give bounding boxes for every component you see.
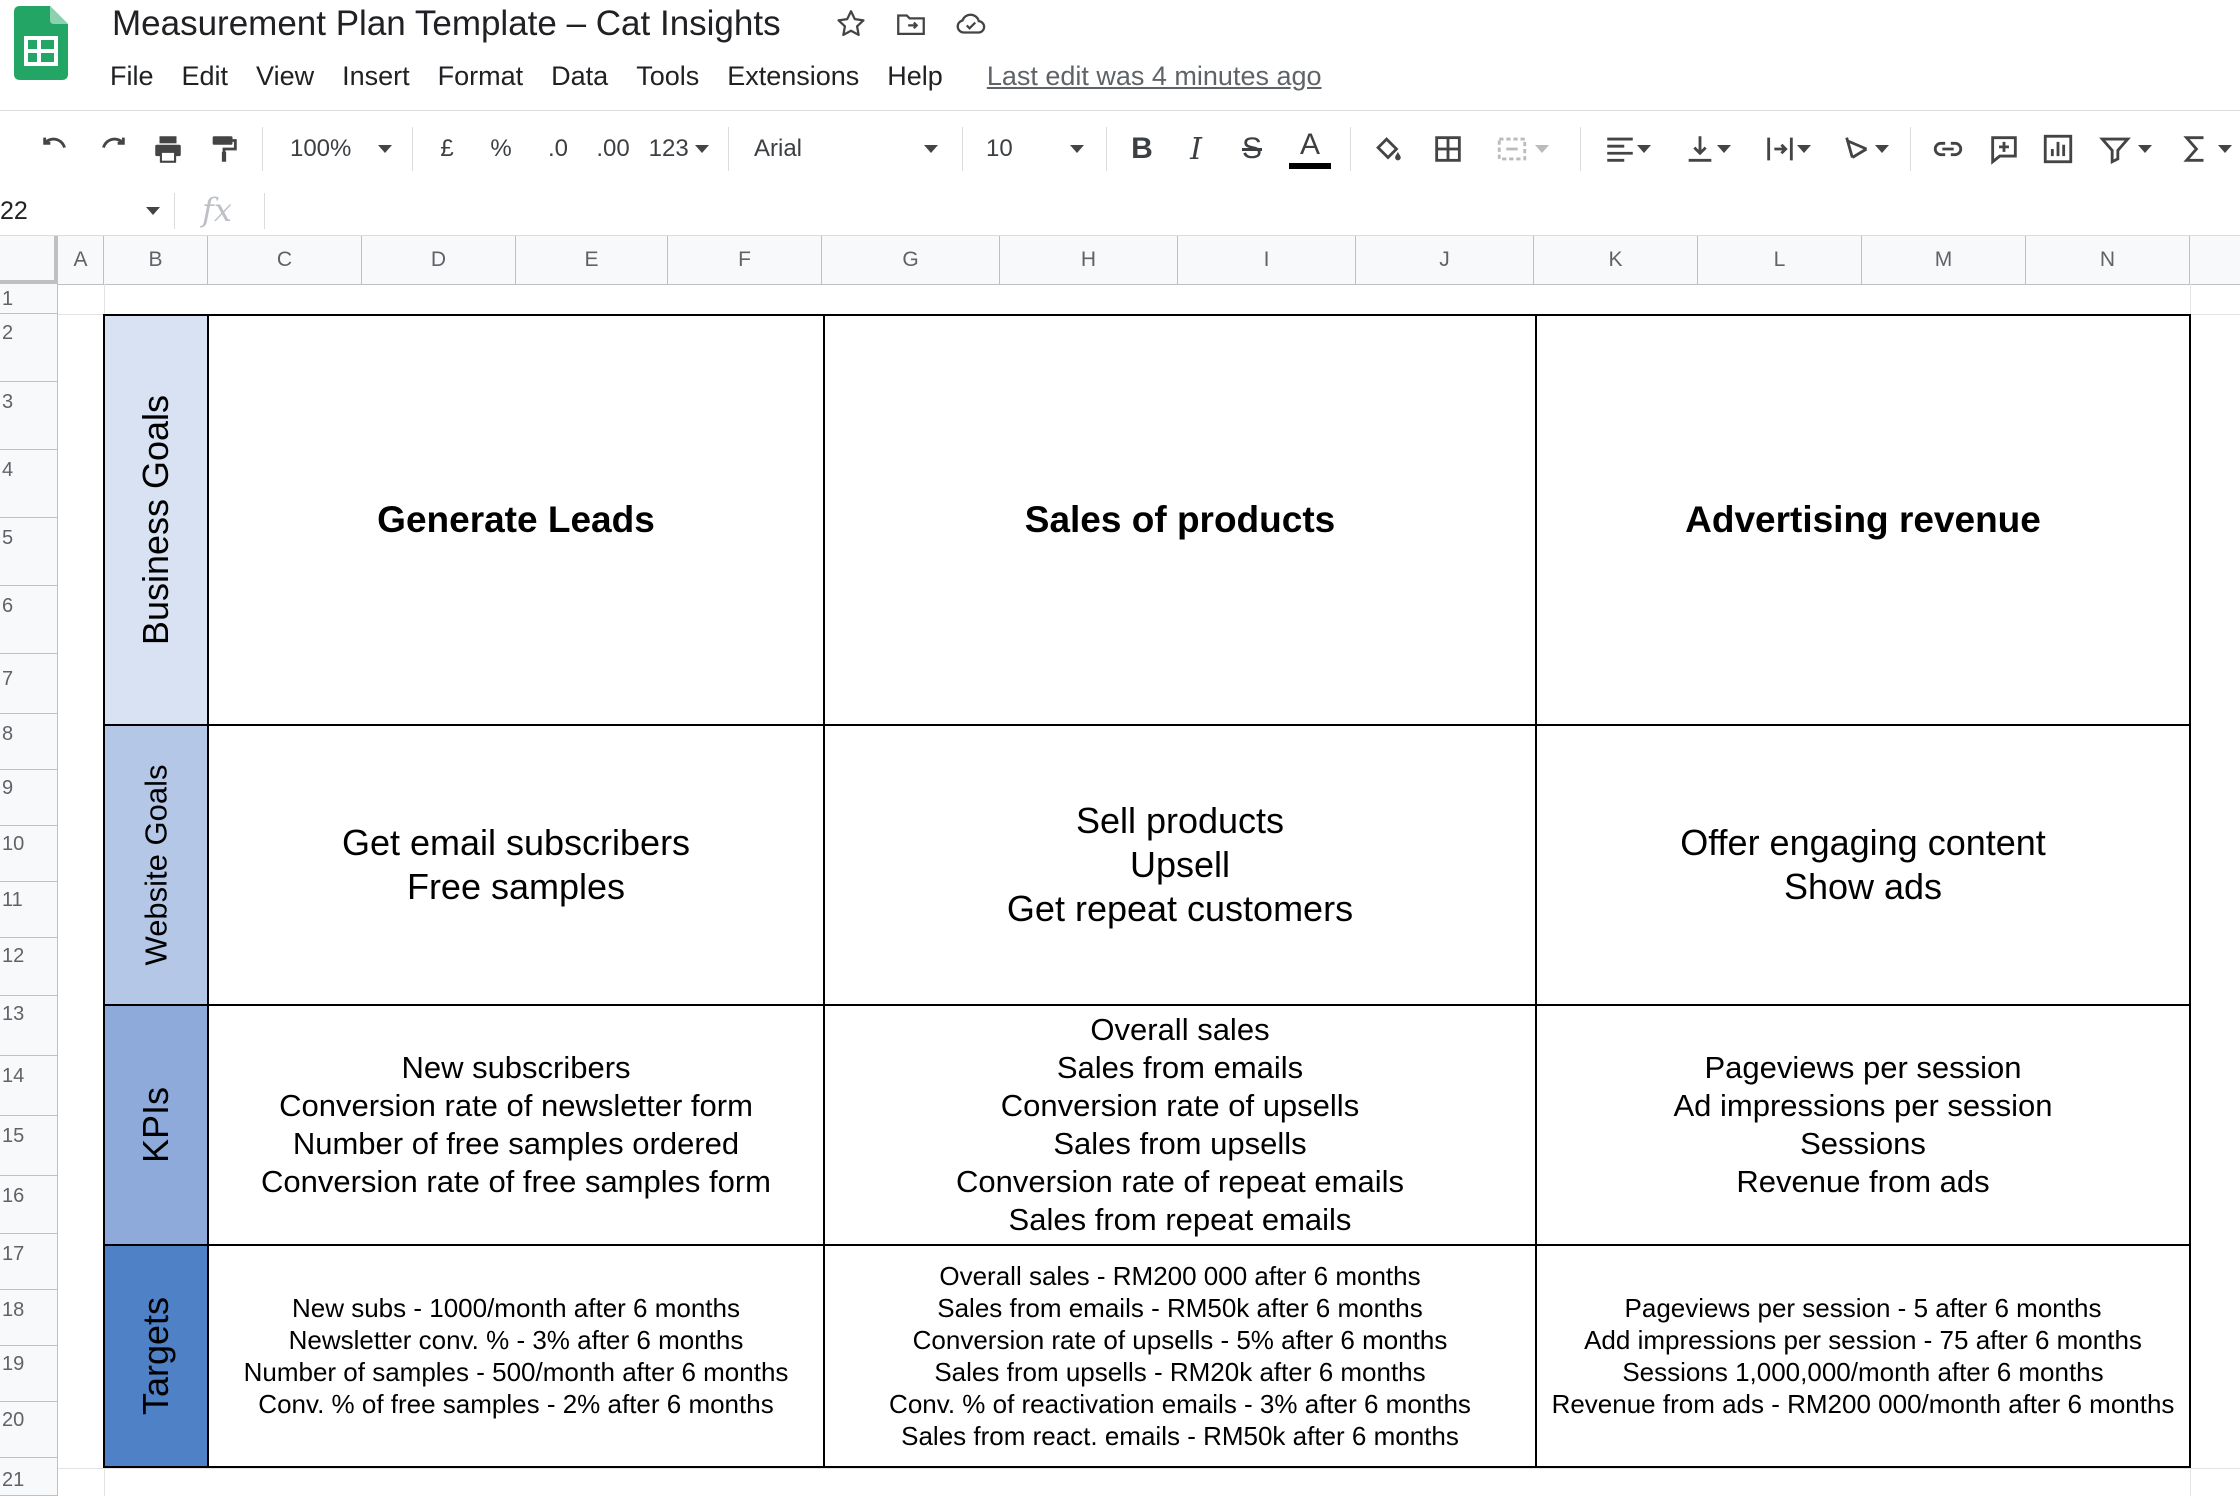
redo-button[interactable] xyxy=(90,111,134,187)
text-rotation-button[interactable] xyxy=(1832,111,1898,187)
increase-decimal-label: .00 xyxy=(596,135,630,162)
website-goal-text: Sell products Upsell Get repeat customers xyxy=(1006,800,1354,929)
chevron-down-icon xyxy=(2218,145,2232,153)
menu-bar xyxy=(110,54,1322,98)
bold-label: B xyxy=(1131,132,1153,165)
column-header[interactable]: F xyxy=(668,236,822,284)
column-header[interactable]: B xyxy=(104,236,208,284)
row-header[interactable]: 6 xyxy=(0,586,57,654)
text-rotation-icon xyxy=(1841,132,1875,166)
row-header[interactable]: 13 xyxy=(0,996,57,1056)
kpi-cell[interactable] xyxy=(825,1006,1535,1244)
paint-format-icon xyxy=(207,132,241,166)
align-left-icon xyxy=(1603,132,1637,166)
link-icon xyxy=(1931,132,1965,166)
borders-button[interactable] xyxy=(1426,111,1470,187)
toolbar xyxy=(0,110,2240,188)
currency-label: £ xyxy=(440,135,454,162)
menu-format[interactable]: Format xyxy=(437,61,524,91)
column-header[interactable]: N xyxy=(2026,236,2190,284)
chart-icon xyxy=(2041,132,2075,166)
fx-icon: fx xyxy=(202,191,232,229)
chevron-down-icon xyxy=(695,145,709,153)
redo-icon xyxy=(95,132,129,166)
chevron-down-icon xyxy=(1797,145,1811,153)
menu-insert[interactable]: Insert xyxy=(342,61,410,91)
insert-comment-button[interactable] xyxy=(1982,111,2026,187)
website-goal-cell[interactable] xyxy=(209,726,823,1004)
chevron-down-icon xyxy=(1070,145,1084,153)
measurement-plan-table xyxy=(103,314,2191,1468)
section-label-kpis[interactable] xyxy=(105,1006,207,1244)
paint-format-button[interactable] xyxy=(202,111,246,187)
print-icon xyxy=(151,132,185,166)
google-sheets-logo-icon[interactable] xyxy=(14,6,68,80)
zoom-select[interactable] xyxy=(286,111,396,187)
table-divider xyxy=(105,1244,2189,1246)
star-icon[interactable] xyxy=(834,7,868,41)
chevron-down-icon xyxy=(1637,145,1651,153)
text-wrap-icon xyxy=(1763,132,1797,166)
row-header[interactable]: 2 xyxy=(0,314,57,382)
row-header[interactable]: 19 xyxy=(0,1346,57,1402)
chevron-down-icon xyxy=(1717,145,1731,153)
chevron-down-icon xyxy=(1535,145,1549,153)
table-divider xyxy=(105,724,2189,726)
table-divider xyxy=(823,316,825,1466)
title-bar xyxy=(0,0,2240,110)
menu-help[interactable]: Help xyxy=(887,61,943,91)
table-divider xyxy=(207,316,209,1466)
website-goal-text: Offer engaging content Show ads xyxy=(1680,822,2046,907)
row-header[interactable]: 10 xyxy=(0,826,57,882)
text-color-swatch xyxy=(1289,163,1331,169)
table-divider xyxy=(1535,316,1537,1466)
sigma-icon xyxy=(2178,132,2212,166)
insert-link-button[interactable] xyxy=(1926,111,1970,187)
row-header[interactable]: 1 xyxy=(0,284,57,314)
row-header[interactable]: 14 xyxy=(0,1056,57,1116)
target-cell[interactable] xyxy=(209,1246,823,1466)
row-header[interactable]: 11 xyxy=(0,882,57,938)
italic-label: I xyxy=(1190,131,1202,167)
formula-bar xyxy=(0,187,2240,236)
row-header[interactable]: 9 xyxy=(0,770,57,826)
chevron-down-icon xyxy=(924,145,938,153)
row-header[interactable]: 4 xyxy=(0,450,57,518)
chevron-down-icon xyxy=(1875,145,1889,153)
document-title[interactable]: Measurement Plan Template – Cat Insights xyxy=(112,4,781,43)
business-goal-cell[interactable] xyxy=(209,316,823,724)
target-text: New subs - 1000/month after 6 months Newsletter conv. % - 3% after 6 months Number of samples - 500/month after 6 months Conv. % of free samples - 2% after 6 months xyxy=(243,1293,789,1419)
strikethrough-button[interactable] xyxy=(1232,111,1272,187)
row-header[interactable]: 5 xyxy=(0,518,57,586)
undo-button[interactable] xyxy=(34,111,78,187)
column-header[interactable]: A xyxy=(58,236,104,284)
decrease-decimal-label: .0 xyxy=(547,135,568,162)
row-headers xyxy=(0,284,58,1496)
chevron-down-icon xyxy=(378,145,392,153)
target-cell[interactable] xyxy=(825,1246,1535,1466)
section-label-text: Targets xyxy=(135,1296,176,1416)
section-label-website-goals[interactable] xyxy=(105,726,207,1004)
functions-button[interactable] xyxy=(2172,111,2238,187)
section-label-text: KPIs xyxy=(135,1086,176,1164)
vertical-align-button[interactable] xyxy=(1674,111,1740,187)
row-header[interactable]: 17 xyxy=(0,1234,57,1290)
row-header[interactable]: 7 xyxy=(0,654,57,714)
increase-decimal-button[interactable] xyxy=(590,111,636,187)
merge-cells-icon xyxy=(1495,132,1529,166)
business-goal-text: Advertising revenue xyxy=(1685,499,2041,540)
menu-file[interactable]: File xyxy=(110,61,154,91)
more-formats-button[interactable] xyxy=(644,111,714,187)
menu-data[interactable]: Data xyxy=(551,61,609,91)
formula-input[interactable] xyxy=(280,187,2220,235)
italic-button[interactable] xyxy=(1176,111,1216,187)
chevron-down-icon xyxy=(2138,145,2152,153)
menu-tools[interactable]: Tools xyxy=(636,61,700,91)
percent-label: % xyxy=(490,135,512,162)
kpi-text: Overall sales Sales from emails Conversion rate of upsells Sales from upsells Conversion rate of repeat emails Sales from repeat emails xyxy=(955,1012,1404,1237)
target-text: Overall sales - RM200 000 after 6 months Sales from emails - RM50k after 6 months Conversion rate of upsells - 5% after 6 months Sales from upsells - RM20k after 6 months Conv. % of reactivation emails - 3% after 6 months Sales from react. emails - RM50k after 6 months xyxy=(889,1261,1471,1451)
select-all-corner[interactable] xyxy=(0,236,58,284)
zoom-value: 100% xyxy=(289,135,352,162)
filter-button[interactable] xyxy=(2092,111,2158,187)
filter-icon xyxy=(2098,132,2132,166)
strikethrough-label: S xyxy=(1241,132,1262,165)
bold-button[interactable] xyxy=(1122,111,1162,187)
row-header[interactable]: 15 xyxy=(0,1116,57,1176)
kpi-cell[interactable] xyxy=(209,1006,823,1244)
move-to-folder-icon[interactable] xyxy=(894,7,928,41)
column-header[interactable]: L xyxy=(1698,236,1862,284)
row-header[interactable]: 20 xyxy=(0,1402,57,1458)
website-goal-text: Get email subscribers Free samples xyxy=(341,822,691,907)
column-header[interactable]: C xyxy=(208,236,362,284)
target-cell[interactable] xyxy=(1537,1246,2189,1466)
column-header[interactable]: D xyxy=(362,236,516,284)
percent-button[interactable] xyxy=(484,111,518,187)
decrease-decimal-button[interactable] xyxy=(536,111,580,187)
align-bottom-icon xyxy=(1683,132,1717,166)
column-header[interactable]: K xyxy=(1534,236,1698,284)
name-box[interactable] xyxy=(0,187,172,235)
column-header[interactable]: M xyxy=(1862,236,2026,284)
insert-chart-button[interactable] xyxy=(2036,111,2080,187)
kpi-cell[interactable] xyxy=(1537,1006,2189,1244)
cloud-saved-icon[interactable] xyxy=(954,7,988,41)
section-label-text: Business Goals xyxy=(135,394,176,646)
menu-extensions[interactable]: Extensions xyxy=(727,61,860,91)
fill-color-button[interactable] xyxy=(1366,111,1410,187)
row-header[interactable]: 3 xyxy=(0,382,57,450)
column-header[interactable]: G xyxy=(822,236,1000,284)
menu-view[interactable]: View xyxy=(256,61,315,91)
column-header[interactable]: J xyxy=(1356,236,1534,284)
row-header[interactable]: 8 xyxy=(0,714,57,770)
borders-icon xyxy=(1431,132,1465,166)
currency-button[interactable] xyxy=(430,111,464,187)
section-label-text: Website Goals xyxy=(138,764,174,966)
row-header[interactable]: 16 xyxy=(0,1176,57,1234)
website-goal-cell[interactable] xyxy=(1537,726,2189,1004)
print-button[interactable] xyxy=(146,111,190,187)
horizontal-align-button[interactable] xyxy=(1594,111,1660,187)
fill-color-icon xyxy=(1371,132,1405,166)
menu-edit[interactable]: Edit xyxy=(181,61,229,91)
text-wrap-button[interactable] xyxy=(1754,111,1820,187)
row-header[interactable]: 12 xyxy=(0,938,57,996)
merge-cells-button[interactable] xyxy=(1486,111,1558,187)
chevron-down-icon xyxy=(146,207,160,215)
more-formats-label: 123 xyxy=(648,135,689,162)
target-text: Pageviews per session - 5 after 6 months Add impressions per session - 75 after 6 months Sessions 1,000,000/month after 6 months Revenue from ads - RM200 000/month after 6 months xyxy=(1551,1293,2175,1419)
business-goal-cell[interactable] xyxy=(825,316,1535,724)
text-color-label: A xyxy=(1299,128,1320,161)
table-divider xyxy=(105,1004,2189,1006)
kpi-text: New subscribers Conversion rate of newsletter form Number of free samples ordered Conversion rate of free samples form xyxy=(261,1050,771,1199)
business-goal-text: Sales of products xyxy=(1024,499,1336,540)
font-family-select[interactable] xyxy=(746,111,946,187)
column-headers xyxy=(0,236,2240,285)
row-header[interactable]: 21 xyxy=(0,1458,57,1496)
font-family-value: Arial xyxy=(754,135,803,162)
row-header[interactable]: 18 xyxy=(0,1290,57,1346)
website-goal-cell[interactable] xyxy=(825,726,1535,1004)
text-color-button[interactable] xyxy=(1286,111,1334,187)
column-header[interactable]: E xyxy=(516,236,668,284)
kpi-text: Pageviews per session Ad impressions per session Sessions Revenue from ads xyxy=(1673,1050,2053,1199)
cell-reference: 22 xyxy=(0,197,28,225)
business-goal-cell[interactable] xyxy=(1537,316,2189,724)
column-header[interactable]: H xyxy=(1000,236,1178,284)
undo-icon xyxy=(39,132,73,166)
font-size-value: 10 xyxy=(986,135,1013,162)
business-goal-text: Generate Leads xyxy=(377,499,655,540)
last-edit-link[interactable]: Last edit was 4 minutes ago xyxy=(986,61,1322,91)
font-size-select[interactable] xyxy=(978,111,1092,187)
column-header[interactable]: I xyxy=(1178,236,1356,284)
section-label-targets[interactable] xyxy=(105,1246,207,1466)
section-label-business-goals[interactable] xyxy=(105,316,207,724)
comment-icon xyxy=(1987,132,2021,166)
